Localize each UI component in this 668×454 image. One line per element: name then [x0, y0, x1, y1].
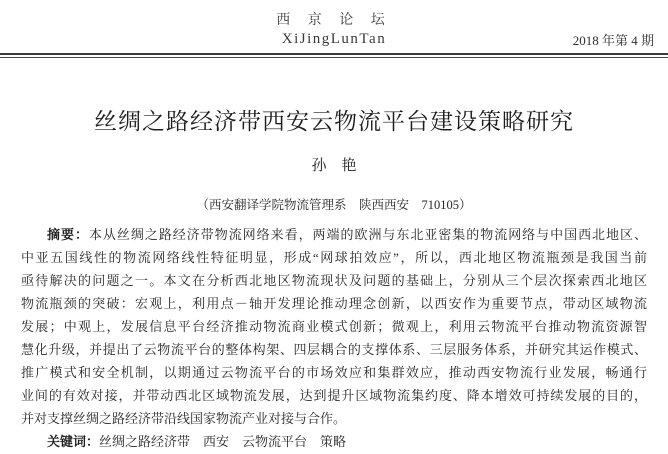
- abstract-line: 亟待解决的问题之一。本文在分析西北地区物流现状及问题的基础上，分别从三个层次探索西北地区: [21, 273, 647, 288]
- abstract-line: 摘要：本从丝绸之路经济带物流网络来看，两端的欧洲与东北亚密集的物流网络与中国西北地区、: [47, 227, 647, 242]
- keywords-line: [21, 430, 647, 453]
- abstract-line: 物流瓶颈的突破：宏观上，利用点－轴开发理论推动理念创新，以西安作为重要节点，带动区域物流: [21, 296, 647, 311]
- abstract-line: 推广模式和安全机制，以期通过云物流平台的市场效应和集群效应，推动西安物流行业发展，畅通行: [21, 365, 647, 380]
- abstract-line: 业间的有效对接，并带动西北区域物流发展，达到提升区域物流集约度、降本增效可持续发展的目的，: [21, 388, 647, 403]
- abstract-section: [21, 223, 647, 430]
- issue-info: 2018 年第 4 期: [572, 33, 654, 48]
- author-affiliation: （西安翻译学院物流管理系 陕西西安 710105）: [196, 198, 472, 212]
- abstract-line: 中亚五国线性的物流网络线性特征明显，形成“网球拍效应”，所以，西北地区物流瓶颈是我国当前: [21, 250, 647, 265]
- header-divider-rule: [0, 53, 668, 58]
- journal-name-en: XiJingLunTan: [281, 31, 387, 47]
- abstract-line: 发展；中观上，发展信息平台经济推动物流商业模式创新；微观上，利用云物流平台推动物流资源智: [21, 319, 647, 334]
- abstract-line: 并对支撑丝绸之路经济带沿线国家物流产业对接与合作。: [21, 411, 347, 426]
- keywords-text: 丝绸之路经济带 西安 云物流平台 策略: [99, 434, 347, 449]
- abstract-line: 慧化升级，并提出了云物流平台的整体构架、四层耦合的支撑体系、三层服务体系，并研究其运作模式、: [21, 342, 647, 357]
- abstract-label: 摘要：: [47, 227, 89, 242]
- journal-name-cn: 西 京 论 坛: [276, 13, 392, 28]
- keywords-label: 关键词：: [47, 434, 100, 449]
- author-name: 孙 艳: [311, 158, 357, 174]
- journal-masthead: [0, 0, 668, 48]
- article-title: 丝绸之路经济带西安云物流平台建设策略研究: [94, 109, 574, 134]
